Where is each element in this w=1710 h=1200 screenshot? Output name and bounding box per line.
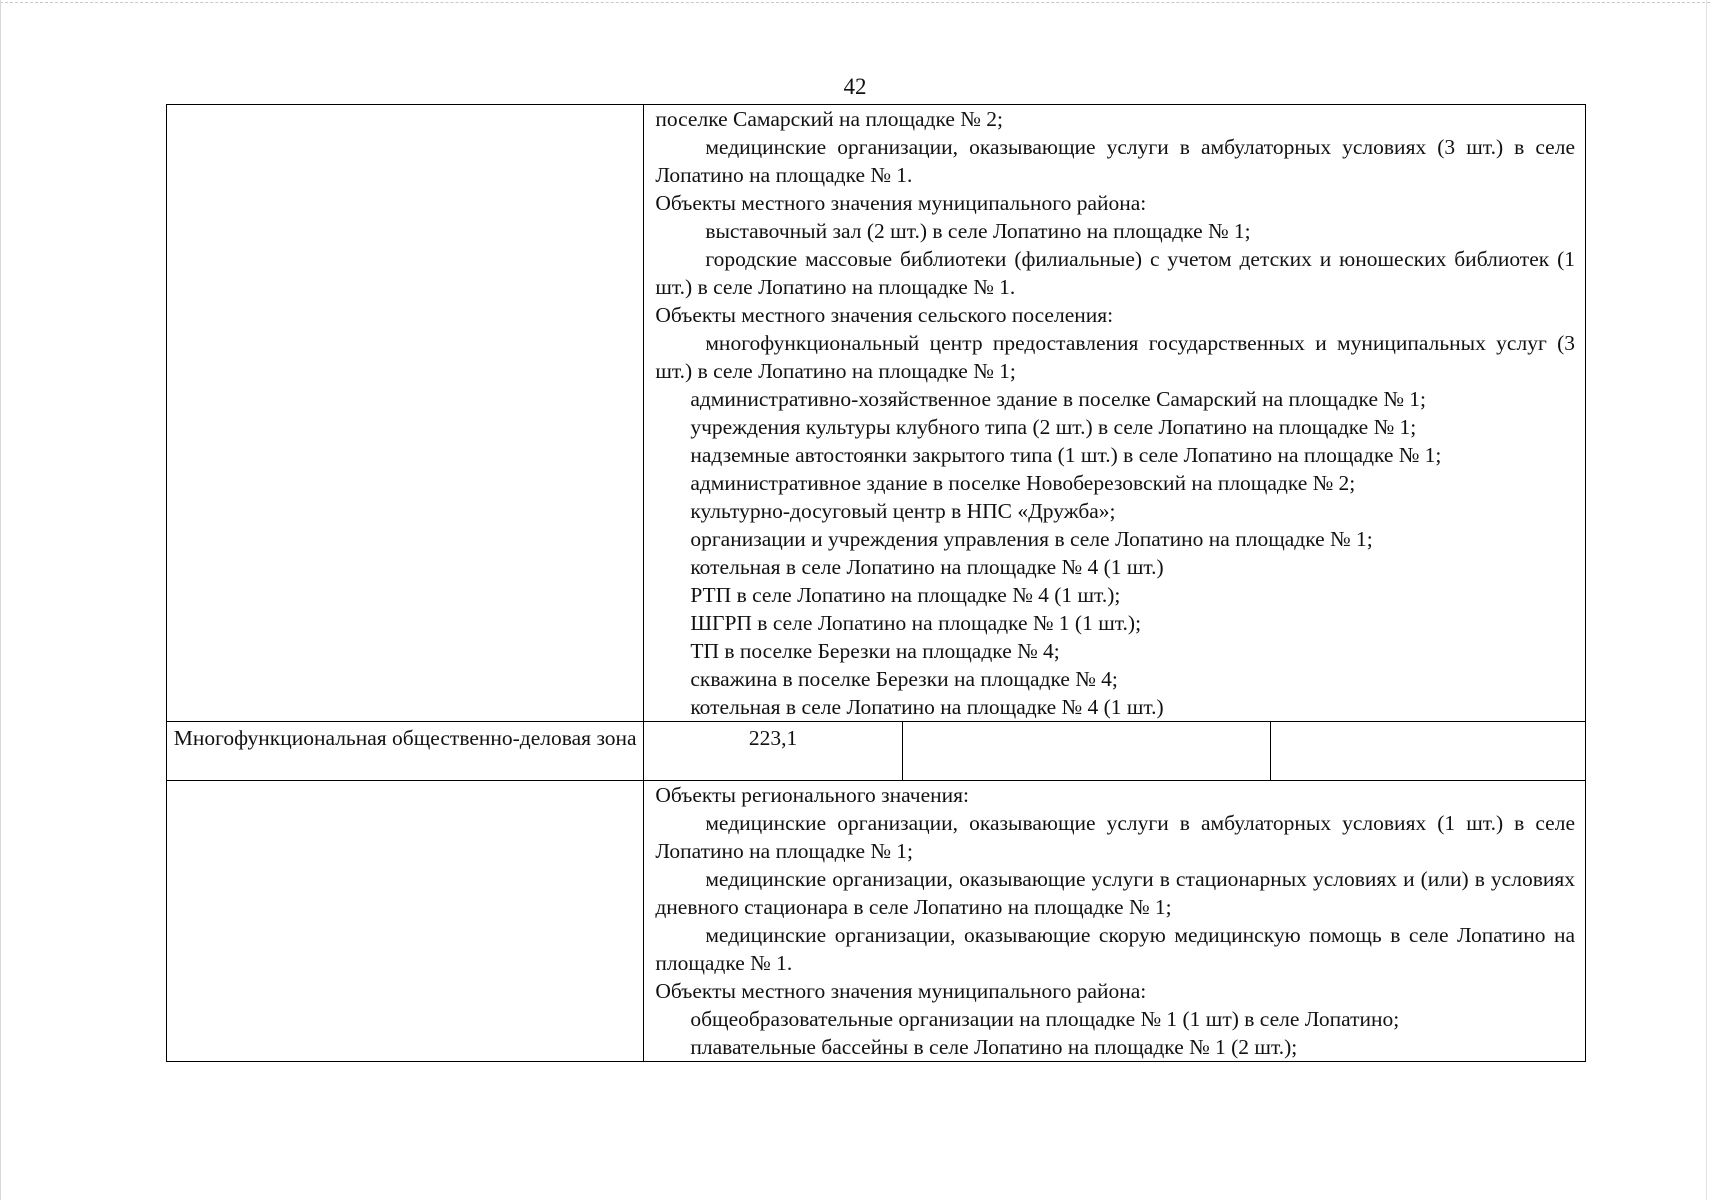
list-item: РТП в селе Лопатино на площадке № 4 (1 шт.);	[690, 583, 1121, 607]
list-item: медицинские организации, оказывающие услуги в стационарных условиях и (или) в условиях дневного стационара в селе Лопатино на площадке № 1;	[655, 867, 1575, 919]
scan-left-edge	[0, 0, 1, 1200]
list-item: ШГРП в селе Лопатино на площадке № 1 (1 шт.);	[690, 611, 1142, 635]
list-item: учреждения культуры клубного типа (2 шт.) в селе Лопатино на площадке № 1;	[690, 415, 1417, 439]
scan-top-edge	[0, 2, 1710, 3]
list-item: надземные автостоянки закрытого типа (1 шт.) в селе Лопатино на площадке № 1;	[690, 443, 1442, 467]
zone-parameters-cell	[644, 722, 1586, 781]
scan-right-edge	[1706, 0, 1707, 1200]
list-item: культурно-досуговый центр в НПС «Дружба»;	[690, 499, 1116, 523]
list-item: выставочный зал (2 шт.) в селе Лопатино на площадке № 1;	[705, 219, 1251, 243]
list-item: общеобразовательные организации на площадке № 1 (1 шт) в селе Лопатино;	[690, 1007, 1400, 1031]
list-item: поселке Самарский на площадке № 2;	[655, 107, 1003, 131]
list-item: городские массовые библиотеки (филиальные) с учетом детских и юношеских библиотек (1 шт.) в селе Лопатино на площадке № 1.	[655, 247, 1575, 299]
empty-zone-cell-2	[167, 781, 644, 1062]
list-item: медицинские организации, оказывающие услуги в амбулаторных условиях (3 шт.) в селе Лопатино на площадке № 1.	[655, 135, 1575, 187]
list-item: административно-хозяйственное здание в поселке Самарский на площадке № 1;	[690, 387, 1426, 411]
empty-zone-cell	[167, 105, 644, 722]
list-item: медицинские организации, оказывающие услуги в амбулаторных условиях (1 шт.) в селе Лопатино на площадке № 1;	[655, 811, 1575, 863]
section-heading: Объекты местного значения муниципального района:	[655, 191, 1147, 215]
zone-empty-cell-2	[1270, 722, 1585, 780]
table-row-objects-continued	[167, 105, 1586, 722]
page-number: 42	[843, 74, 867, 99]
list-item: организации и учреждения управления в селе Лопатино на площадке № 1;	[690, 527, 1373, 551]
table-row-zone	[167, 722, 1586, 781]
section-heading: Объекты местного значения сельского поселения:	[655, 303, 1114, 327]
zone-empty-cell-1	[902, 722, 1270, 780]
zone-area-value: 223,1	[748, 726, 798, 750]
zone-objects-list-cell	[644, 781, 1586, 1062]
zoning-table	[166, 104, 1586, 1062]
section-heading: Объекты местного значения муниципального района:	[655, 979, 1147, 1003]
zone-parameters-table	[644, 722, 1585, 780]
list-item: плавательные бассейны в селе Лопатино на площадке № 1 (2 шт.);	[690, 1035, 1298, 1059]
list-item: котельная в селе Лопатино на площадке № 4 (1 шт.)	[690, 695, 1164, 719]
list-item: медицинские организации, оказывающие скорую медицинскую помощь в селе Лопатино на площадке № 1.	[655, 923, 1575, 975]
list-item: административное здание в поселке Новоберезовский на площадке № 2;	[690, 471, 1356, 495]
section-heading: Объекты регионального значения:	[655, 783, 970, 807]
table-row-zone-objects	[167, 781, 1586, 1062]
list-item: многофункциональный центр предоставления государственных и муниципальных услуг (3 шт.) в селе Лопатино на площадке № 1;	[655, 331, 1575, 383]
list-item: котельная в селе Лопатино на площадке № 4 (1 шт.)	[690, 555, 1164, 579]
objects-list-cell	[644, 105, 1586, 722]
list-item: скважина в поселке Березки на площадке № 4;	[690, 667, 1118, 691]
list-item: ТП в поселке Березки на площадке № 4;	[690, 639, 1060, 663]
zone-name-cell: Многофункциональная общественно-деловая зона	[167, 722, 644, 781]
